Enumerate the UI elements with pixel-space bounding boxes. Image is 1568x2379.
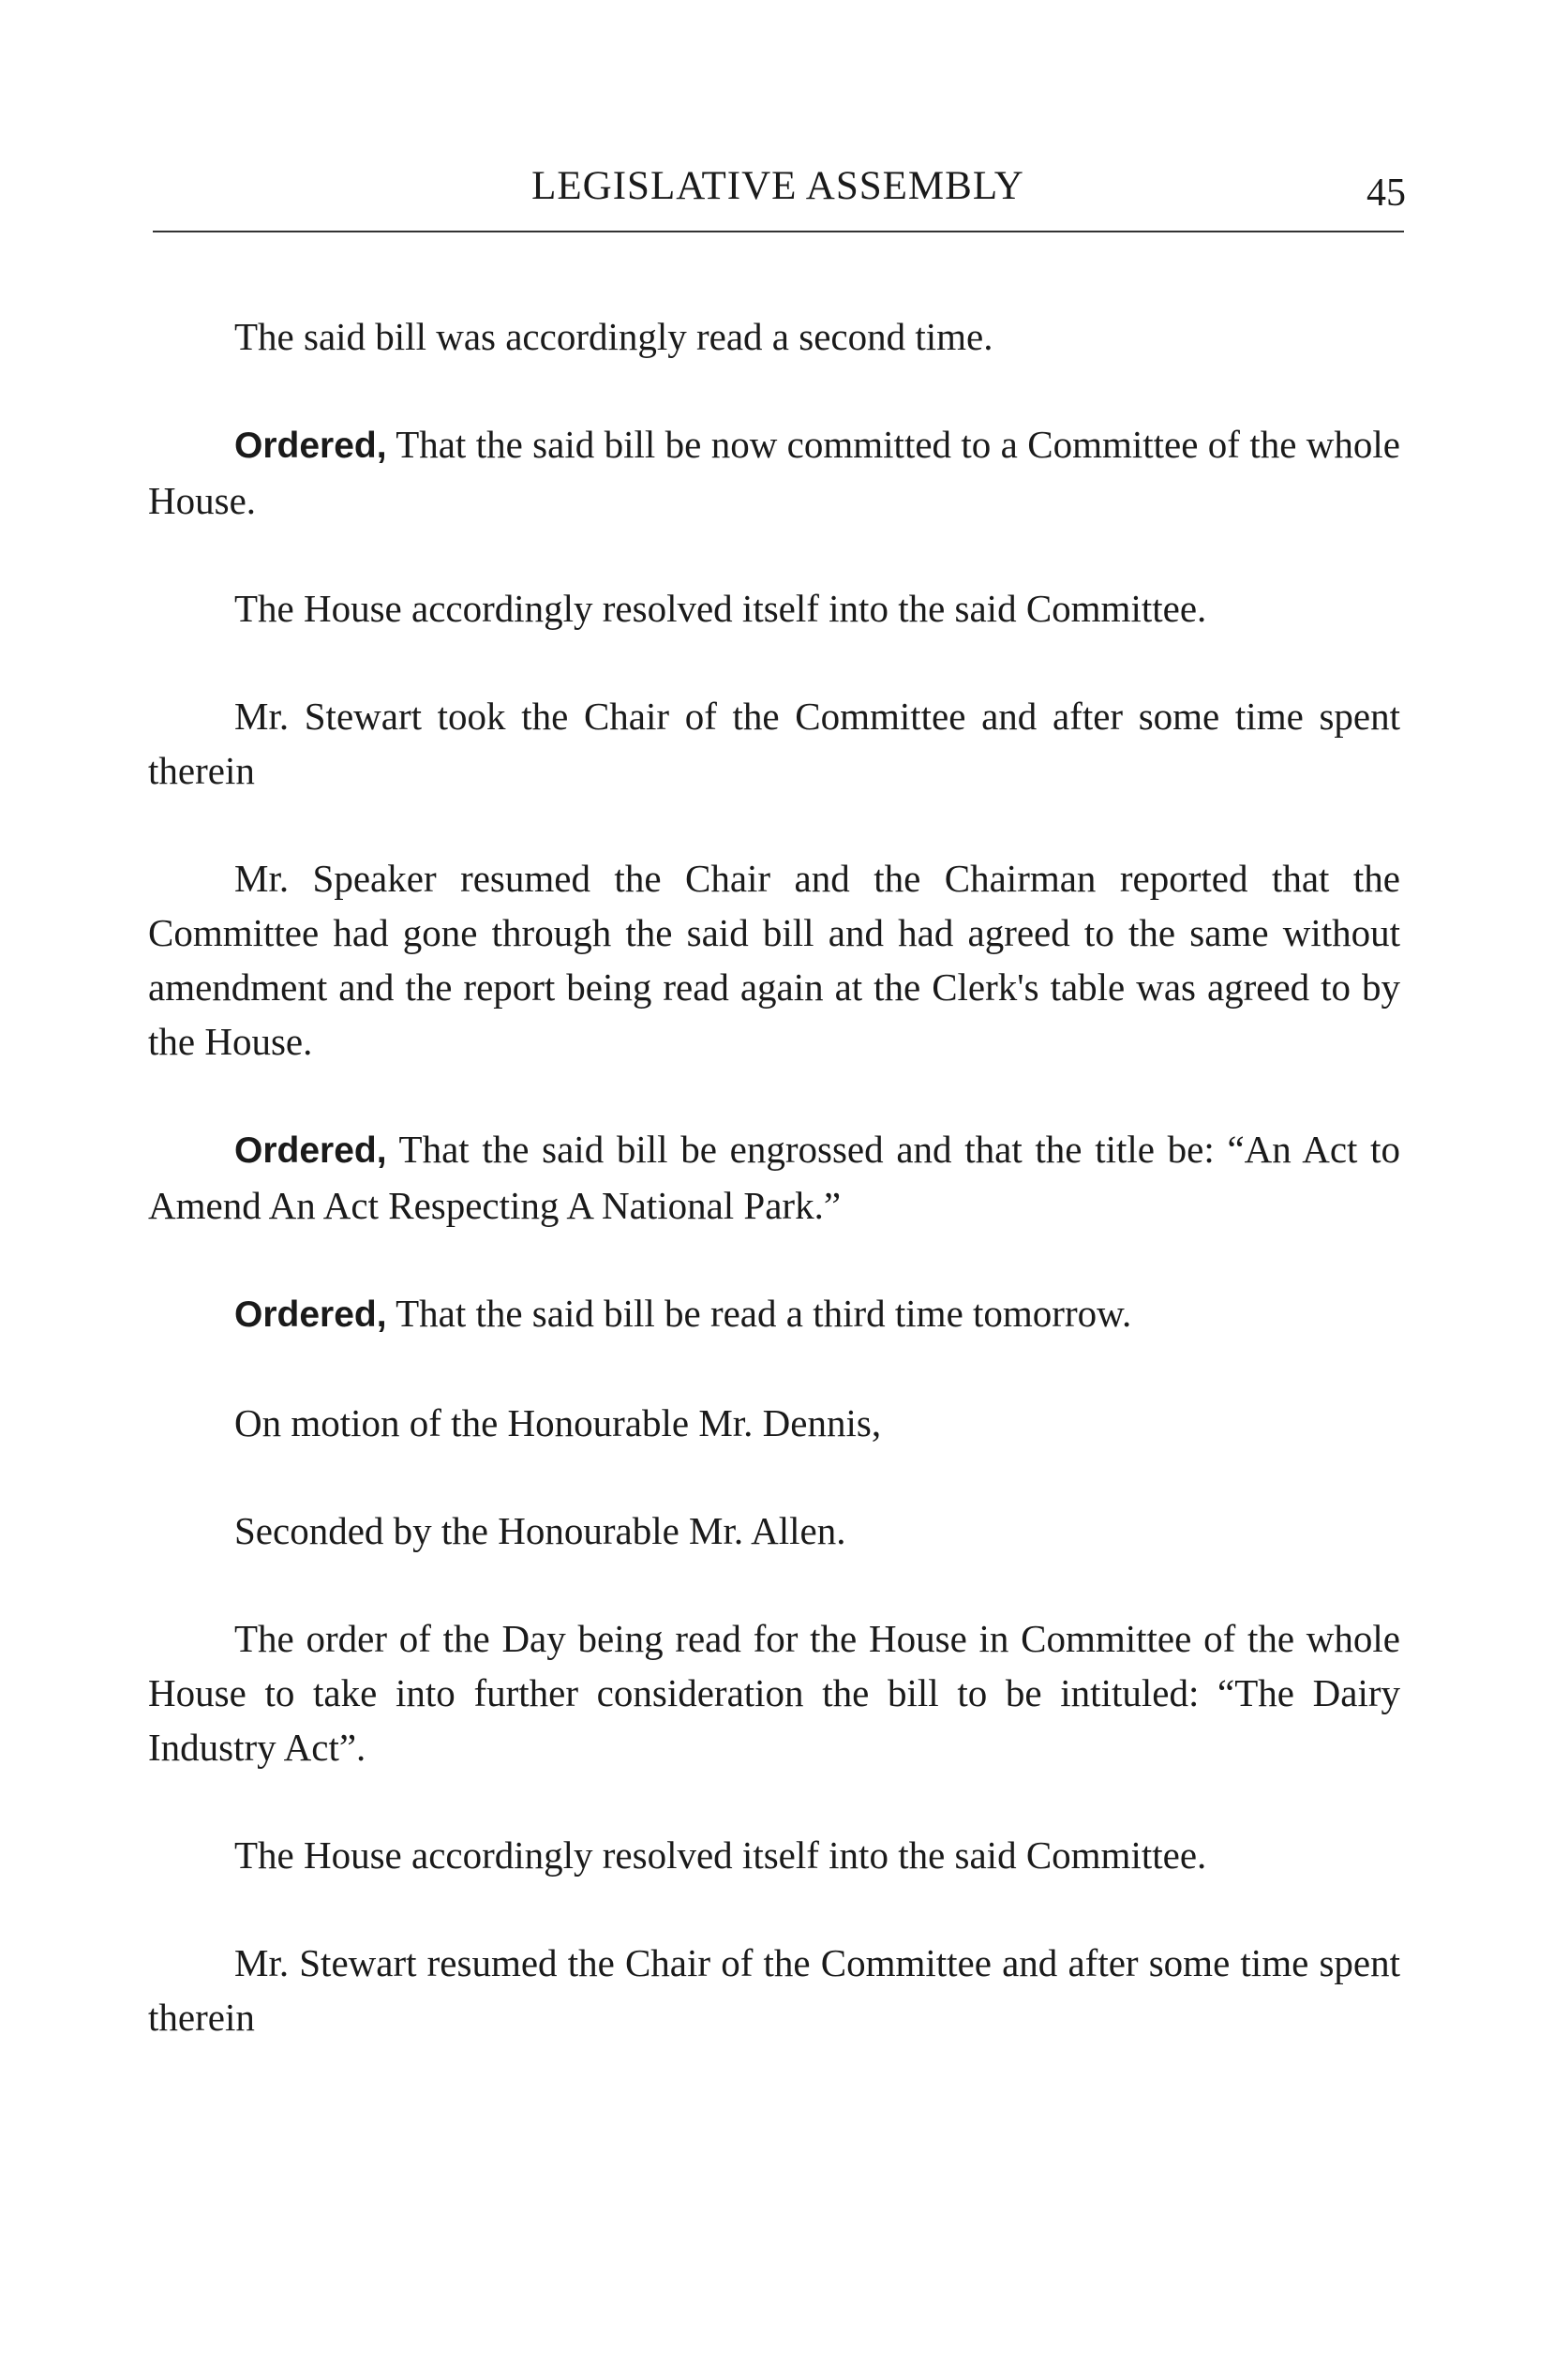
paragraph-text: Mr. Stewart resumed the Chair of the Committee and after some time spent therein <box>148 1941 1400 2039</box>
paragraph-stewart-chair <box>148 689 1400 798</box>
running-title: LEGISLATIVE ASSEMBLY <box>531 164 1024 208</box>
paragraph-motion <box>148 1396 1400 1450</box>
paragraph-house-resolved-2 <box>148 1828 1400 1882</box>
ordered-label: Ordered, <box>234 1294 387 1335</box>
paragraph-text: The said bill was accordingly read a second time. <box>234 315 993 358</box>
paragraph-ordered-engrossed <box>148 1122 1400 1233</box>
paragraph-text: That the said bill be read a third time tomorrow. <box>386 1292 1132 1335</box>
paragraph-house-resolved <box>148 581 1400 636</box>
header-rule <box>153 231 1404 232</box>
page-number: 45 <box>1366 172 1406 215</box>
paragraph-seconded <box>148 1504 1400 1558</box>
paragraph-text: Mr. Stewart took the Chair of the Committee and after some time spent therein <box>148 695 1400 792</box>
paragraph-stewart-resumed <box>148 1936 1400 2044</box>
paragraph-text: The House accordingly resolved itself into the said Committee. <box>234 1833 1207 1877</box>
paragraph-speaker-resumed <box>148 851 1400 1069</box>
paragraph-text: The order of the Day being read for the House in Committee of the whole House to take into further consideration the bill to be intituled: “The Dairy Industry Act”. <box>148 1617 1400 1769</box>
paragraph-second-reading <box>148 309 1400 364</box>
ordered-label: Ordered, <box>234 426 387 466</box>
paragraph-text: Mr. Speaker resumed the Chair and the Chairman reported that the Committee had gone through the said bill and had agreed to the same without amendment and the report being read again at the Clerk's table was agreed to by the House. <box>148 857 1400 1063</box>
paragraph-text: That the said bill be engrossed and that the title be: “An Act to Amend An Act Respecting A National Park.” <box>148 1128 1400 1227</box>
body-text <box>148 309 1400 2098</box>
paragraph-text: The House accordingly resolved itself into the said Committee. <box>234 587 1207 630</box>
ordered-label: Ordered, <box>234 1130 387 1171</box>
page-header <box>150 157 1406 223</box>
paragraph-text: Seconded by the Honourable Mr. Allen. <box>234 1509 846 1552</box>
paragraph-ordered-third-reading <box>148 1286 1400 1342</box>
paragraph-text: That the said bill be now committed to a Committee of the whole House. <box>148 423 1400 522</box>
paragraph-text: On motion of the Honourable Mr. Dennis, <box>234 1401 882 1444</box>
paragraph-order-of-day <box>148 1611 1400 1774</box>
paragraph-ordered-committed <box>148 417 1400 528</box>
